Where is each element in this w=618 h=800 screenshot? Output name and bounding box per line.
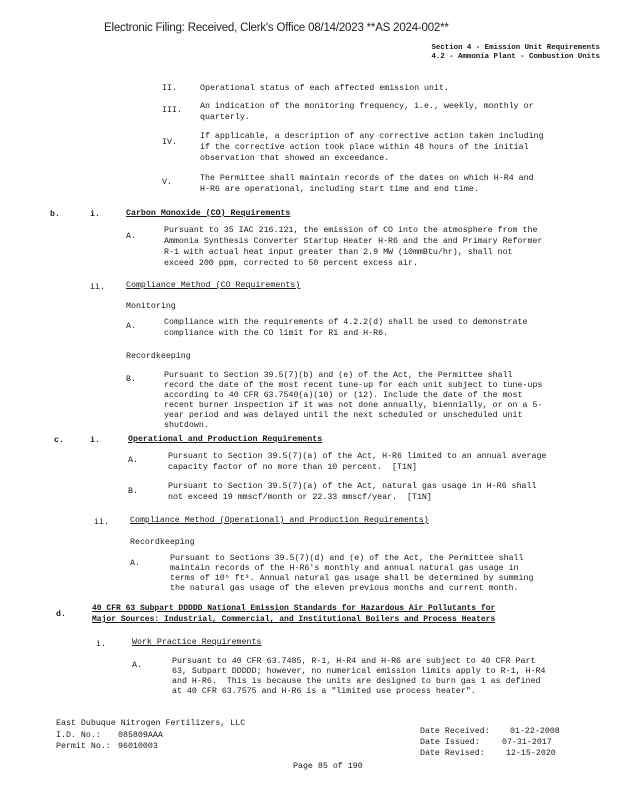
filing-stamp: Electronic Filing: Received, Clerk's Office 08/14/2023 **AS 2024-002** xyxy=(104,22,449,34)
section-letter: b. xyxy=(50,210,60,219)
item-number: III. xyxy=(162,106,182,115)
clause-text: maintain records of the H-R6's monthly and annual natural gas usage in xyxy=(170,564,519,573)
date-revised-label: Date Revised: xyxy=(420,749,485,758)
section-heading: Major Sources: Industrial, Commercial, and Institutional Boilers and Process Heaters xyxy=(92,615,496,624)
clause-label: B. xyxy=(128,487,138,496)
section-letter: d. xyxy=(56,610,66,619)
clause-label: A. xyxy=(132,661,142,670)
permit-value: 96010003 xyxy=(118,742,158,751)
clause-text: Pursuant to Sections 39.5(7)(d) and (e) of the Act, the Permittee shall xyxy=(170,554,524,563)
id-value: 085809AAA xyxy=(118,731,163,740)
clause-text: R-1 with actual heat input greater than 2.9 MW (10mmBtu/hr), shall not xyxy=(164,248,513,257)
subsection-number: ii. xyxy=(94,518,109,527)
date-issued-label: Date Issued: xyxy=(420,738,480,747)
clause-text: according to 40 CFR 63.7540(a)(10) or (12). Include the date of the most xyxy=(164,391,523,400)
subsection-number: i. xyxy=(96,640,106,649)
clause-text: compliance with the CO limit for R1 and H-R6. xyxy=(164,329,389,338)
section-header-line1: Section 4 - Emission Unit Requirements xyxy=(431,44,600,52)
clause-label: A. xyxy=(126,232,136,241)
clause-text: year period and was delayed until the next scheduled or unscheduled unit xyxy=(164,411,523,420)
item-text: The Permittee shall maintain records of the dates on which H-R4 and xyxy=(200,174,534,183)
clause-text: and H-R6. This is because the units are designed to burn gas 1 as defined xyxy=(172,677,541,686)
item-number: IV. xyxy=(162,138,177,147)
clause-text: terms of 10⁶ ft³. Annual natural gas usage shall be determined by summing xyxy=(170,574,534,583)
clause-text: recent burner inspection if it was not done annually, biennially, or on a 5- xyxy=(164,401,543,410)
clause-label: A. xyxy=(130,559,140,568)
clause-text: record the date of the most recent tune-up for each unit subject to tune-ups xyxy=(164,381,543,390)
subsection-heading: Work Practice Requirements xyxy=(132,638,262,647)
item-text: An indication of the monitoring frequency, i.e., weekly, monthly or xyxy=(200,102,534,111)
subsection-number: ii. xyxy=(90,283,105,292)
date-revised-value: 12-15-2020 xyxy=(506,749,556,758)
subsection-number: i. xyxy=(90,210,100,219)
section-heading: Operational and Production Requirements xyxy=(128,435,323,444)
item-text: H-R6 are operational, including start time and end time. xyxy=(200,185,479,194)
item-text: If applicable, a description of any corrective action taken including xyxy=(200,132,544,141)
permit-label: Permit No.: xyxy=(56,742,111,751)
subheading: Monitoring xyxy=(126,302,176,311)
subsection-heading: Compliance Method (Operational) and Production Requirements) xyxy=(130,516,429,525)
item-number: V. xyxy=(162,178,172,187)
clause-text: Pursuant to Section 39.5(7)(a) of the Act, natural gas usage in H-R6 shall xyxy=(168,482,537,491)
date-received-value: 01-22-2008 xyxy=(510,727,560,736)
subheading: Recordkeeping xyxy=(126,352,191,361)
section-header-line2: 4.2 - Ammonia Plant - Combustion Units xyxy=(431,53,600,61)
section-heading: Carbon Monoxide (CO) Requirements xyxy=(126,209,291,218)
page-number: Page 85 of 190 xyxy=(293,762,363,771)
subsection-number: i. xyxy=(90,436,100,445)
clause-text: Ammonia Synthesis Converter Startup Heater H-R6 and the and Primary Reformer xyxy=(164,237,543,246)
item-number: II. xyxy=(162,84,177,93)
item-text: quarterly. xyxy=(200,113,250,122)
clause-text: Pursuant to Section 39.5(7)(b) and (e) of the Act, the Permittee shall xyxy=(164,371,513,380)
item-text: if the corrective action took place within 48 hours of the initial xyxy=(200,143,529,152)
company-name: East Dubuque Nitrogen Fertilizers, LLC xyxy=(56,719,246,728)
clause-text: 63, Subpart DDDDD; however, no numerical emission limits apply to R-1, H-R4 xyxy=(172,667,546,676)
section-heading: 40 CFR 63 Subpart DDDDD National Emission Standards for Hazardous Air Pollutants for xyxy=(92,604,496,613)
clause-text: Compliance with the requirements of 4.2.2(d) shall be used to demonstrate xyxy=(164,318,528,327)
clause-text: exceed 200 ppm, corrected to 50 percent excess air. xyxy=(164,259,418,268)
clause-text: Pursuant to Section 39.5(7)(a) of the Act, H-R6 limited to an annual average xyxy=(168,452,547,461)
item-text: observation that showed an exceedance. xyxy=(200,154,390,163)
clause-text: capacity factor of no more than 10 percent. [T1N] xyxy=(168,463,417,472)
clause-label: A. xyxy=(128,456,138,465)
section-letter: c. xyxy=(54,436,64,445)
clause-text: Pursuant to 40 CFR 63.7485, R-1, H-R4 and H-R6 are subject to 40 CFR Part xyxy=(172,657,536,666)
subheading: Recordkeeping xyxy=(130,538,195,547)
clause-label: A. xyxy=(126,322,136,331)
id-label: I.D. No.: xyxy=(56,731,101,740)
date-issued-value: 07-31-2017 xyxy=(502,738,552,747)
date-received-label: Date Received: xyxy=(420,727,490,736)
item-text: Operational status of each affected emission unit. xyxy=(200,84,449,93)
clause-text: the natural gas usage of the eleven previous months and current month. xyxy=(170,584,519,593)
clause-text: at 40 CFR 63.7575 and H-R6 is a "limited use process heater". xyxy=(172,687,476,696)
clause-text: shutdown. xyxy=(164,421,209,430)
clause-label: B. xyxy=(126,375,136,384)
clause-text: not exceed 19 mmscf/month or 22.33 mmscf/year. [T1N] xyxy=(168,493,432,502)
clause-text: Pursuant to 35 IAC 216.121, the emission of CO into the atmosphere from the xyxy=(164,226,538,235)
subsection-heading: Compliance Method (CO Requirements) xyxy=(126,281,301,290)
